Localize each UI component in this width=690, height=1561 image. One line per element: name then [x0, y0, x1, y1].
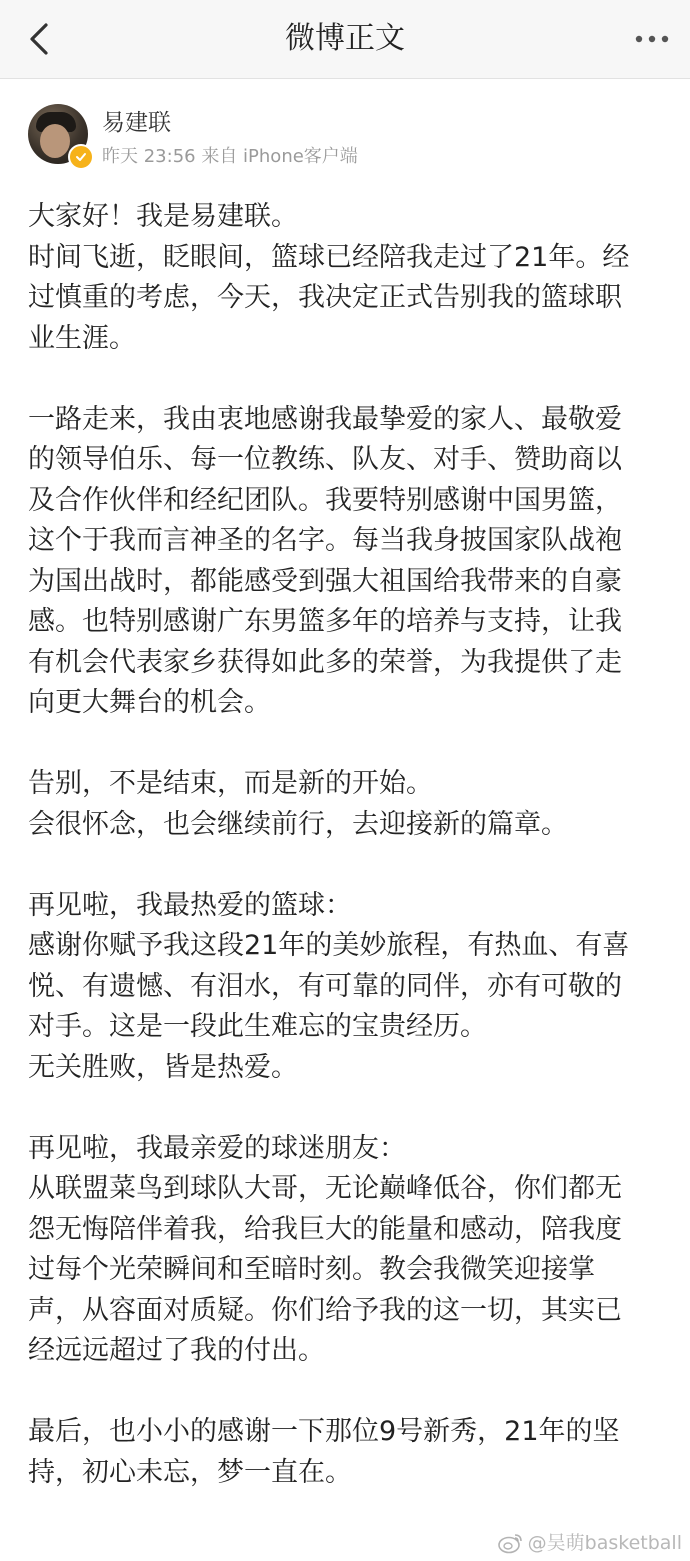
post-text-line: 一路走来，我由衷地感谢我最挚爱的家人、最敬爱	[28, 403, 622, 435]
post-text-line: 过慎重的考虑，今天，我决定正式告别我的篮球职	[28, 282, 622, 313]
page-title: 微博正文	[285, 21, 405, 56]
post-paragraph	[28, 764, 668, 845]
post-meta: 昨天 23:56 来自 iPhone客户端	[102, 146, 358, 167]
post-text-line: 悦、有遗憾、有泪水，有可靠的同伴，亦有可敬的	[28, 970, 622, 1002]
avatar-face	[40, 124, 70, 158]
post-text-line: 对手。这是一段此生难忘的宝贵经历。	[28, 1011, 487, 1042]
post-text-line: 会很怀念，也会继续前行，去迎接新的篇章。	[28, 808, 568, 840]
weibo-logo-icon	[498, 1532, 524, 1554]
post-text-line: 持，初心未忘，梦一直在。	[28, 1456, 352, 1488]
post-paragraph	[28, 886, 668, 1089]
post-text-line: 从联盟菜鸟到球队大哥，无论巅峰低谷，你们都无	[28, 1173, 622, 1204]
paragraph-gap	[28, 1372, 668, 1413]
post-text-line: 的领导伯乐、每一位教练、队友、对手、赞助商以	[28, 444, 622, 475]
post-paragraph	[28, 400, 668, 724]
paragraph-gap	[28, 724, 668, 765]
post-text-line: 这个于我而言神圣的名字。每当我身披国家队战袍	[28, 525, 622, 556]
watermark	[498, 1531, 682, 1555]
post-text-line: 感。也特别感谢广东男篮多年的培养与支持，让我	[28, 606, 622, 637]
more-button[interactable]	[632, 22, 672, 56]
post-text-line: 大家好！我是易建联。	[28, 201, 298, 232]
post-text-line: 业生涯。	[28, 322, 136, 354]
post-text-line: 再见啦，我最亲爱的球迷朋友：	[28, 1132, 406, 1164]
watermark-text: @吴萌basketball	[527, 1532, 682, 1554]
post-text-line: 最后，也小小的感谢一下那位9号新秀，21年的坚	[28, 1416, 620, 1447]
avatar[interactable]	[28, 104, 88, 164]
post-text-line: 怨无悔陪伴着我，给我巨大的能量和感动，陪我度	[28, 1213, 622, 1245]
post-text-line: 再见啦，我最热爱的篮球：	[28, 889, 352, 921]
post-paragraph	[28, 1129, 668, 1372]
author-name[interactable]: 易建联	[102, 110, 171, 136]
post-text-line: 感谢你赋予我这段21年的美妙旅程，有热血、有喜	[28, 930, 630, 961]
verified-badge-icon	[68, 144, 94, 170]
paragraph-gap	[28, 845, 668, 886]
post-paragraph	[28, 1412, 668, 1493]
paragraph-gap	[28, 359, 668, 400]
paragraph-gap	[28, 1088, 668, 1129]
more-dots-icon	[634, 34, 670, 44]
post-text-line: 为国出战时，都能感受到强大祖国给我带来的自豪	[28, 565, 622, 597]
post-text-line: 有机会代表家乡获得如此多的荣誉，为我提供了走	[28, 646, 622, 678]
post-body	[28, 197, 668, 1493]
post-text-line: 无关胜败，皆是热爱。	[28, 1051, 298, 1083]
post-text-line: 告别，不是结束，而是新的开始。	[28, 768, 433, 799]
post-text-line: 声，从容面对质疑。你们给予我的这一切，其实已	[28, 1294, 622, 1326]
post-text-line: 过每个光荣瞬间和至暗时刻。教会我微笑迎接掌	[28, 1254, 595, 1285]
post-text-line: 及合作伙伴和经纪团队。我要特别感谢中国男篮，	[28, 484, 622, 516]
post-text-line: 向更大舞台的机会。	[28, 687, 271, 718]
post-text-line: 经远远超过了我的付出。	[28, 1335, 325, 1366]
post-author	[28, 104, 668, 174]
top-nav-bar	[0, 0, 690, 79]
post-paragraph	[28, 197, 668, 359]
post-text-line: 时间飞逝，眨眼间，篮球已经陪我走过了21年。经	[28, 241, 630, 273]
